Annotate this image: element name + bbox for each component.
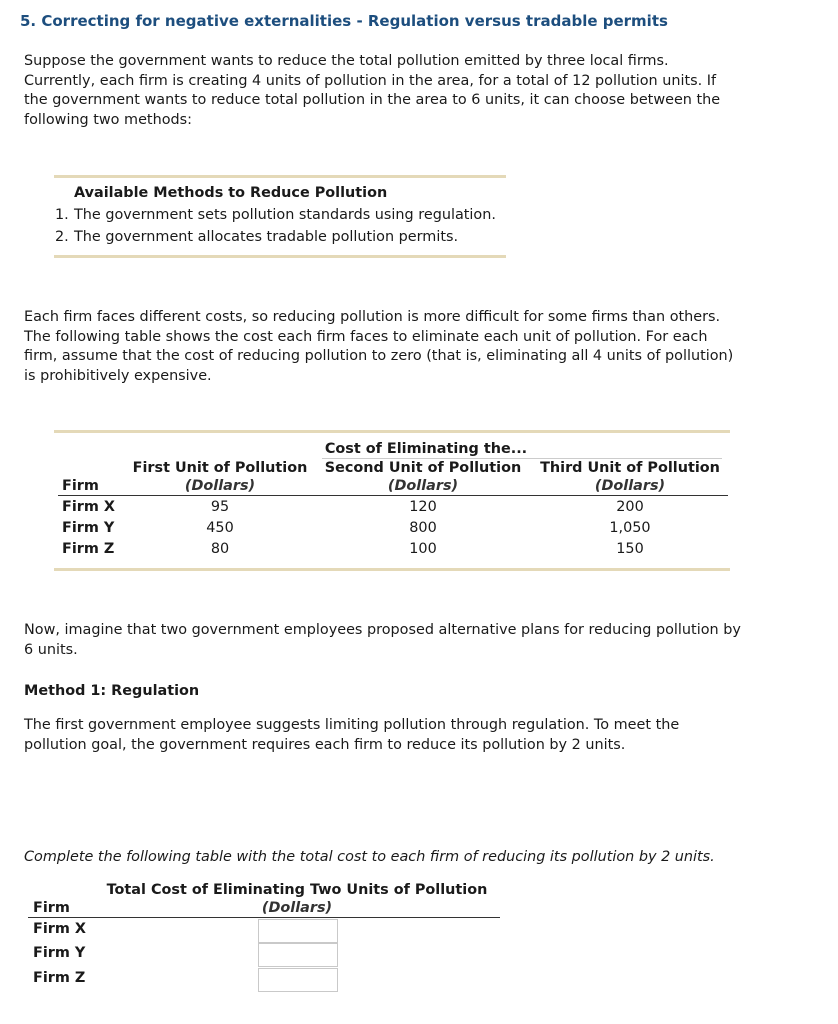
costs-line: Each firm faces different costs, so reducing pollution is more difficult for some firms than others. [24,309,721,325]
cost-cell: 800 [409,520,437,536]
cost-col-unit-second: (Dollars) [387,478,459,494]
cost-cell: 95 [210,499,230,515]
method-item-number: 1. [55,207,69,223]
answer-table-header: Total Cost of Eliminating Two Units of Pollution [106,882,488,898]
group-header-divider [322,458,722,459]
method1-text [24,716,679,755]
answer-row-firm: Firm Z [33,970,86,986]
costs-line: firm, assume that the cost of reducing pollution to zero (that is, eliminating all 4 units of pollution) [24,348,734,364]
cost-table-top-rule [54,430,730,433]
method1-heading: Method 1: Regulation [24,683,200,699]
method-item [55,229,458,245]
methods-box-top-rule [54,175,506,178]
method-item-text: The government sets pollution standards using regulation. [74,207,496,223]
cost-cell: 100 [409,541,437,557]
cost-cell: 120 [409,499,437,515]
methods-box-bottom-rule [54,255,506,258]
cost-cell: 1,050 [609,520,651,536]
method1-line: The first government employee suggests limiting pollution through regulation. To meet the [24,717,680,733]
method-item-text: The government allocates tradable pollution permits. [74,229,459,245]
plans-paragraph [24,621,741,660]
answer-row-firm: Firm Y [33,945,86,961]
cost-table-bottom-rule [54,568,730,571]
intro-line: following two methods: [24,111,192,128]
cost-cell: 450 [206,520,234,536]
intro-line: Currently, each firm is creating 4 units of pollution in the area, for a total of 12 pollution units. If [24,72,717,89]
cost-col-unit-third: (Dollars) [594,478,666,494]
cost-table-group-header: Cost of Eliminating the... [324,441,528,457]
method-item [55,207,496,223]
answer-unit-header: (Dollars) [261,900,333,916]
cost-row-firm: Firm X [62,499,115,515]
cost-cell: 80 [210,541,230,557]
cost-col-header-second: Second Unit of Pollution [324,460,522,476]
methods-box-title: Available Methods to Reduce Pollution [74,185,388,201]
cost-cell: 150 [616,541,644,557]
cost-cell: 200 [616,499,644,515]
costs-paragraph [24,308,733,386]
cost-col-header-third: Third Unit of Pollution [540,460,720,476]
firm-z-cost-input[interactable] [258,968,338,992]
firm-x-cost-input[interactable] [258,919,338,943]
firm-y-cost-input[interactable] [258,943,338,967]
cost-firm-header: Firm [62,478,99,494]
answer-table-header-rule [28,917,500,918]
answer-firm-header: Firm [33,900,70,916]
cost-table-header-rule [58,495,728,496]
question-title: 5. Correcting for negative externalities - Regulation versus tradable permits [20,12,668,30]
cost-row-firm: Firm Z [62,541,115,557]
method1-line: pollution goal, the government requires each firm to reduce its pollution by 2 units. [24,736,626,753]
method-item-number: 2. [55,229,69,245]
method1-instruction: Complete the following table with the total cost to each firm of reducing its pollution by 2 units. [24,849,715,865]
cost-col-unit-first: (Dollars) [184,478,256,494]
costs-line: The following table shows the cost each firm faces to eliminate each unit of pollution. For each [24,328,708,345]
cost-row-firm: Firm Y [62,520,115,536]
answer-row-firm: Firm X [33,921,86,937]
costs-line: is prohibitively expensive. [24,367,212,384]
cost-col-header-first: First Unit of Pollution [132,460,308,476]
plans-line: 6 units. [24,641,78,658]
plans-line: Now, imagine that two government employees proposed alternative plans for reducing pollution by [24,622,741,638]
intro-paragraph [24,52,720,130]
intro-line: Suppose the government wants to reduce the total pollution emitted by three local firms. [24,53,669,69]
intro-line: the government wants to reduce total pollution in the area to 6 units, it can choose between the [24,92,721,108]
